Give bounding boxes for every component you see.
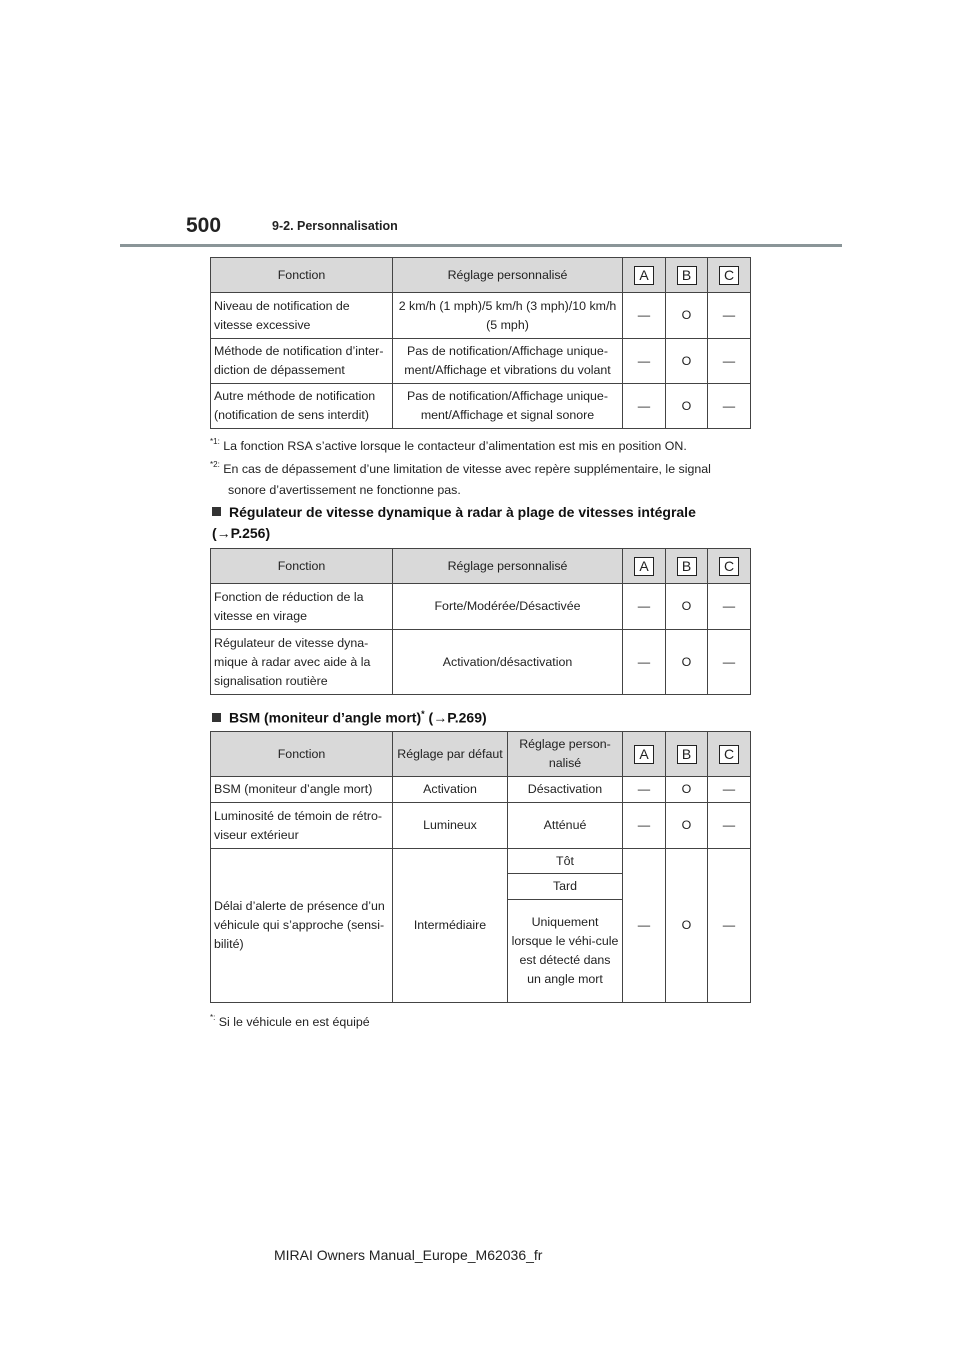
table-row [211,803,751,849]
cell-default: Activation [393,777,508,803]
footnote-bsm-text: Si le véhicule en est équipé [218,1015,370,1030]
badge-b: B [677,745,697,764]
cell-b: O [666,803,708,849]
cell-function: Régulateur de vitesse dyna-mique à radar avec aide à la signalisation routière [211,630,393,695]
cell-custom-option: Uniquement lorsque le véhi-cule est détecté dans un angle mort [508,900,623,1003]
cell-custom-option: Tard [508,874,623,900]
cell-c: — [708,849,751,1003]
table-row [211,849,751,874]
cell-a: — [623,384,666,429]
heading-bsm-title: BSM (moniteur d’angle mort) [229,709,422,726]
badge-b: B [677,557,697,576]
badge-b: B [677,266,697,285]
heading-acc-ref: (→P.256) [212,525,271,541]
cell-custom: Pas de notification/Affichage unique-ment/Affichage et vibrations du volant [393,339,623,384]
cell-c: — [708,630,751,695]
table-header-row [211,732,751,777]
col-header-custom: Réglage personnalisé [393,549,623,584]
col-header-function: Fonction [211,258,393,293]
bullet-square-icon [212,507,221,516]
table-row [211,777,751,803]
footer-manual-name: MIRAI Owners Manual_Europe_M62036_fr [274,1247,543,1263]
cell-c: — [708,584,751,630]
bullet-square-icon [212,713,221,722]
cell-c: — [708,293,751,339]
table-row [211,384,751,429]
cell-b: O [666,293,708,339]
cell-function: Méthode de notification d’inter-diction de dépassement [211,339,393,384]
table-notification [210,257,751,429]
cell-custom: Activation/désactivation [393,630,623,695]
table-row [211,293,751,339]
footnote-bsm-mark: *: [210,1013,216,1022]
cell-c: — [708,339,751,384]
section-heading-bsm [212,704,487,729]
cell-c: — [708,777,751,803]
col-header-default: Réglage par défaut [393,732,508,777]
badge-c: C [719,745,739,764]
heading-bsm-mark: * [421,709,425,719]
badge-a: A [634,266,654,285]
cell-default: Lumineux [393,803,508,849]
cell-b: O [666,584,708,630]
badge-a: A [634,557,654,576]
col-header-b [666,258,708,293]
cell-custom: 2 km/h (1 mph)/5 km/h (3 mph)/10 km/h (5 mph) [393,293,623,339]
cell-b: O [666,849,708,1003]
cell-c: — [708,384,751,429]
col-header-a [623,549,666,584]
col-header-function: Fonction [211,549,393,584]
col-header-custom: Réglage personnalisé [393,258,623,293]
cell-function: BSM (moniteur d’angle mort) [211,777,393,803]
section-heading-acc [212,502,742,544]
cell-b: O [666,384,708,429]
cell-default: Intermédiaire [393,849,508,1003]
table-row [211,584,751,630]
cell-b: O [666,630,708,695]
footnote-1 [210,432,750,457]
footnote-1-mark: *1: [210,437,220,446]
col-header-b [666,732,708,777]
cell-a: — [623,777,666,803]
cell-custom: Désactivation [508,777,623,803]
heading-bsm-ref: (→P.269) [424,709,487,726]
col-header-c [708,549,751,584]
cell-function: Fonction de réduction de la vitesse en virage [211,584,393,630]
table-row [211,630,751,695]
cell-custom: Atténué [508,803,623,849]
header-rule [120,244,842,247]
footnote-2-text: En cas de dépassement d’une limitation de vitesse avec repère supplémentaire, le signal sonore d’avertissement ne fonctionne pas. [223,462,711,498]
badge-c: C [719,266,739,285]
cell-a: — [623,803,666,849]
cell-a: — [623,630,666,695]
footnote-2 [210,455,750,501]
table-header-row [211,549,751,584]
table-acc [210,548,751,695]
footnote-2-mark: *2: [210,460,220,469]
badge-c: C [719,557,739,576]
badge-a: A [634,745,654,764]
cell-custom-option: Tôt [508,849,623,874]
col-header-function: Fonction [211,732,393,777]
table-bsm [210,731,751,1003]
cell-c: — [708,803,751,849]
heading-acc-title: Régulateur de vitesse dynamique à radar à plage de vitesses intégrale [229,504,696,520]
cell-custom: Pas de notification/Affichage unique-ment/Affichage et signal sonore [393,384,623,429]
page-number: 500 [186,214,222,237]
col-header-a [623,258,666,293]
footnote-bsm [210,1008,370,1033]
cell-b: O [666,777,708,803]
cell-function: Niveau de notification de vitesse excessive [211,293,393,339]
footnote-1-text: La fonction RSA s’active lorsque le contacteur d’alimentation est mis en position ON. [223,439,687,454]
col-header-custom: Réglage person-nalisé [508,732,623,777]
cell-a: — [623,584,666,630]
cell-b: O [666,339,708,384]
cell-function: Délai d’alerte de présence d’un véhicule qui s’approche (sensi-bilité) [211,849,393,1003]
cell-a: — [623,849,666,1003]
cell-function: Luminosité de témoin de rétro-viseur extérieur [211,803,393,849]
cell-function: Autre méthode de notification (notification de sens interdit) [211,384,393,429]
cell-custom: Forte/Modérée/Désactivée [393,584,623,630]
table-row [211,339,751,384]
col-header-b [666,549,708,584]
col-header-c [708,258,751,293]
cell-a: — [623,293,666,339]
table-header-row [211,258,751,293]
col-header-a [623,732,666,777]
section-title: 9-2. Personnalisation [272,219,398,233]
col-header-c [708,732,751,777]
cell-a: — [623,339,666,384]
